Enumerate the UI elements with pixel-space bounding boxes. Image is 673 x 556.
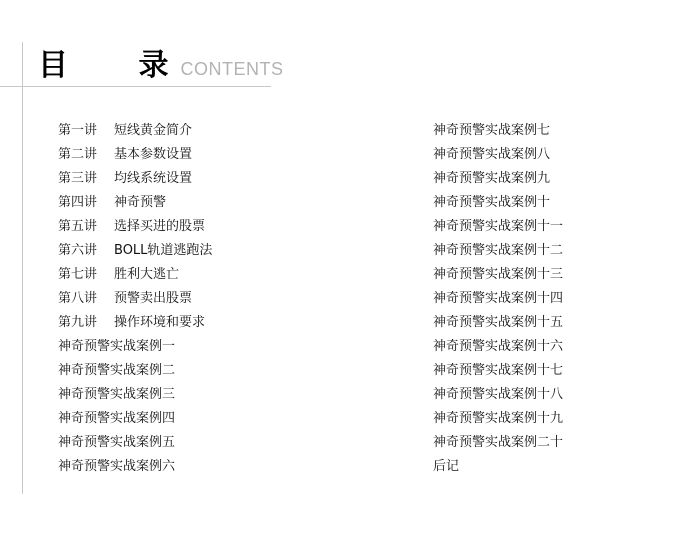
toc-item-title: 神奇预警实战案例五 — [58, 435, 176, 450]
toc-item[interactable] — [433, 455, 563, 479]
toc-item-title: 神奇预警实战案例二 — [58, 363, 176, 378]
toc-item[interactable] — [58, 359, 212, 383]
toc-item-title: 胜利大逃亡 — [114, 267, 180, 282]
toc-item-title: 操作环境和要求 — [114, 315, 206, 330]
toc-item-title: 基本参数设置 — [114, 147, 193, 162]
toc-item-title: 神奇预警实战案例十三 — [433, 267, 564, 282]
toc-item[interactable] — [433, 239, 563, 263]
toc-item-number: 第八讲 — [58, 291, 98, 306]
toc-item-number: 第六讲 — [58, 243, 98, 258]
toc-item[interactable] — [58, 455, 212, 479]
toc-item[interactable] — [58, 239, 212, 263]
page-title — [38, 44, 283, 84]
toc-item-title: 神奇预警实战案例九 — [433, 171, 551, 186]
toc-item-title: 后记 — [433, 459, 460, 474]
toc-item[interactable] — [58, 119, 212, 143]
toc-item[interactable] — [433, 119, 563, 143]
toc-item-title: 神奇预警实战案例十七 — [433, 363, 564, 378]
toc-item[interactable] — [58, 311, 212, 335]
toc-item[interactable] — [433, 407, 563, 431]
vertical-divider — [22, 42, 23, 494]
toc-item-title: BOLL轨道逃跑法 — [114, 243, 213, 258]
title-chinese: 目 录 — [38, 48, 199, 83]
toc-item-title: 神奇预警实战案例十四 — [433, 291, 564, 306]
toc-item-number: 第三讲 — [58, 171, 98, 186]
toc-item[interactable] — [58, 287, 212, 311]
toc-item[interactable] — [58, 431, 212, 455]
toc-item-title: 神奇预警实战案例三 — [58, 387, 176, 402]
toc-item-title: 神奇预警实战案例二十 — [433, 435, 564, 450]
toc-item-title: 神奇预警实战案例十六 — [433, 339, 564, 354]
toc-item[interactable] — [58, 383, 212, 407]
toc-item-title: 神奇预警实战案例十九 — [433, 411, 564, 426]
toc-item[interactable] — [433, 335, 563, 359]
toc-column-right — [433, 119, 563, 479]
toc-item[interactable] — [58, 407, 212, 431]
toc-item-title: 神奇预警实战案例十八 — [433, 387, 564, 402]
toc-item-title: 神奇预警实战案例十二 — [433, 243, 564, 258]
toc-item-number: 第四讲 — [58, 195, 98, 210]
toc-item[interactable] — [433, 359, 563, 383]
toc-item[interactable] — [433, 167, 563, 191]
toc-item[interactable] — [433, 143, 563, 167]
toc-item-title: 均线系统设置 — [114, 171, 193, 186]
toc-item-title: 神奇预警实战案例六 — [58, 459, 176, 474]
toc-item-title: 神奇预警实战案例四 — [58, 411, 176, 426]
toc-item-number: 第二讲 — [58, 147, 98, 162]
toc-item-title: 神奇预警 — [114, 195, 167, 210]
toc-item[interactable] — [58, 143, 212, 167]
toc-item[interactable] — [433, 311, 563, 335]
toc-item[interactable] — [58, 335, 212, 359]
toc-item[interactable] — [433, 215, 563, 239]
toc-item-title: 选择买进的股票 — [114, 219, 206, 234]
toc-item-title: 预警卖出股票 — [114, 291, 193, 306]
toc-item[interactable] — [433, 431, 563, 455]
toc-item-title: 神奇预警实战案例十一 — [433, 219, 564, 234]
toc-item-title: 神奇预警实战案例一 — [58, 339, 176, 354]
toc-item-number: 第九讲 — [58, 315, 98, 330]
toc-item[interactable] — [58, 215, 212, 239]
toc-item[interactable] — [433, 287, 563, 311]
toc-item-title: 神奇预警实战案例七 — [433, 123, 551, 138]
toc-item-title: 短线黄金简介 — [114, 123, 193, 138]
toc-item-number: 第一讲 — [58, 123, 98, 138]
toc-item-title: 神奇预警实战案例八 — [433, 147, 551, 162]
toc-column-left — [58, 119, 212, 479]
toc-item-number: 第五讲 — [58, 219, 98, 234]
toc-item[interactable] — [433, 191, 563, 215]
toc-item-title: 神奇预警实战案例十 — [433, 195, 551, 210]
toc-item[interactable] — [433, 383, 563, 407]
toc-item[interactable] — [58, 191, 212, 215]
toc-item[interactable] — [433, 263, 563, 287]
toc-item[interactable] — [58, 167, 212, 191]
toc-item-title: 神奇预警实战案例十五 — [433, 315, 564, 330]
header-underline — [0, 86, 271, 87]
toc-item[interactable] — [58, 263, 212, 287]
toc-item-number: 第七讲 — [58, 267, 98, 282]
title-english: CONTENTS — [180, 59, 284, 79]
